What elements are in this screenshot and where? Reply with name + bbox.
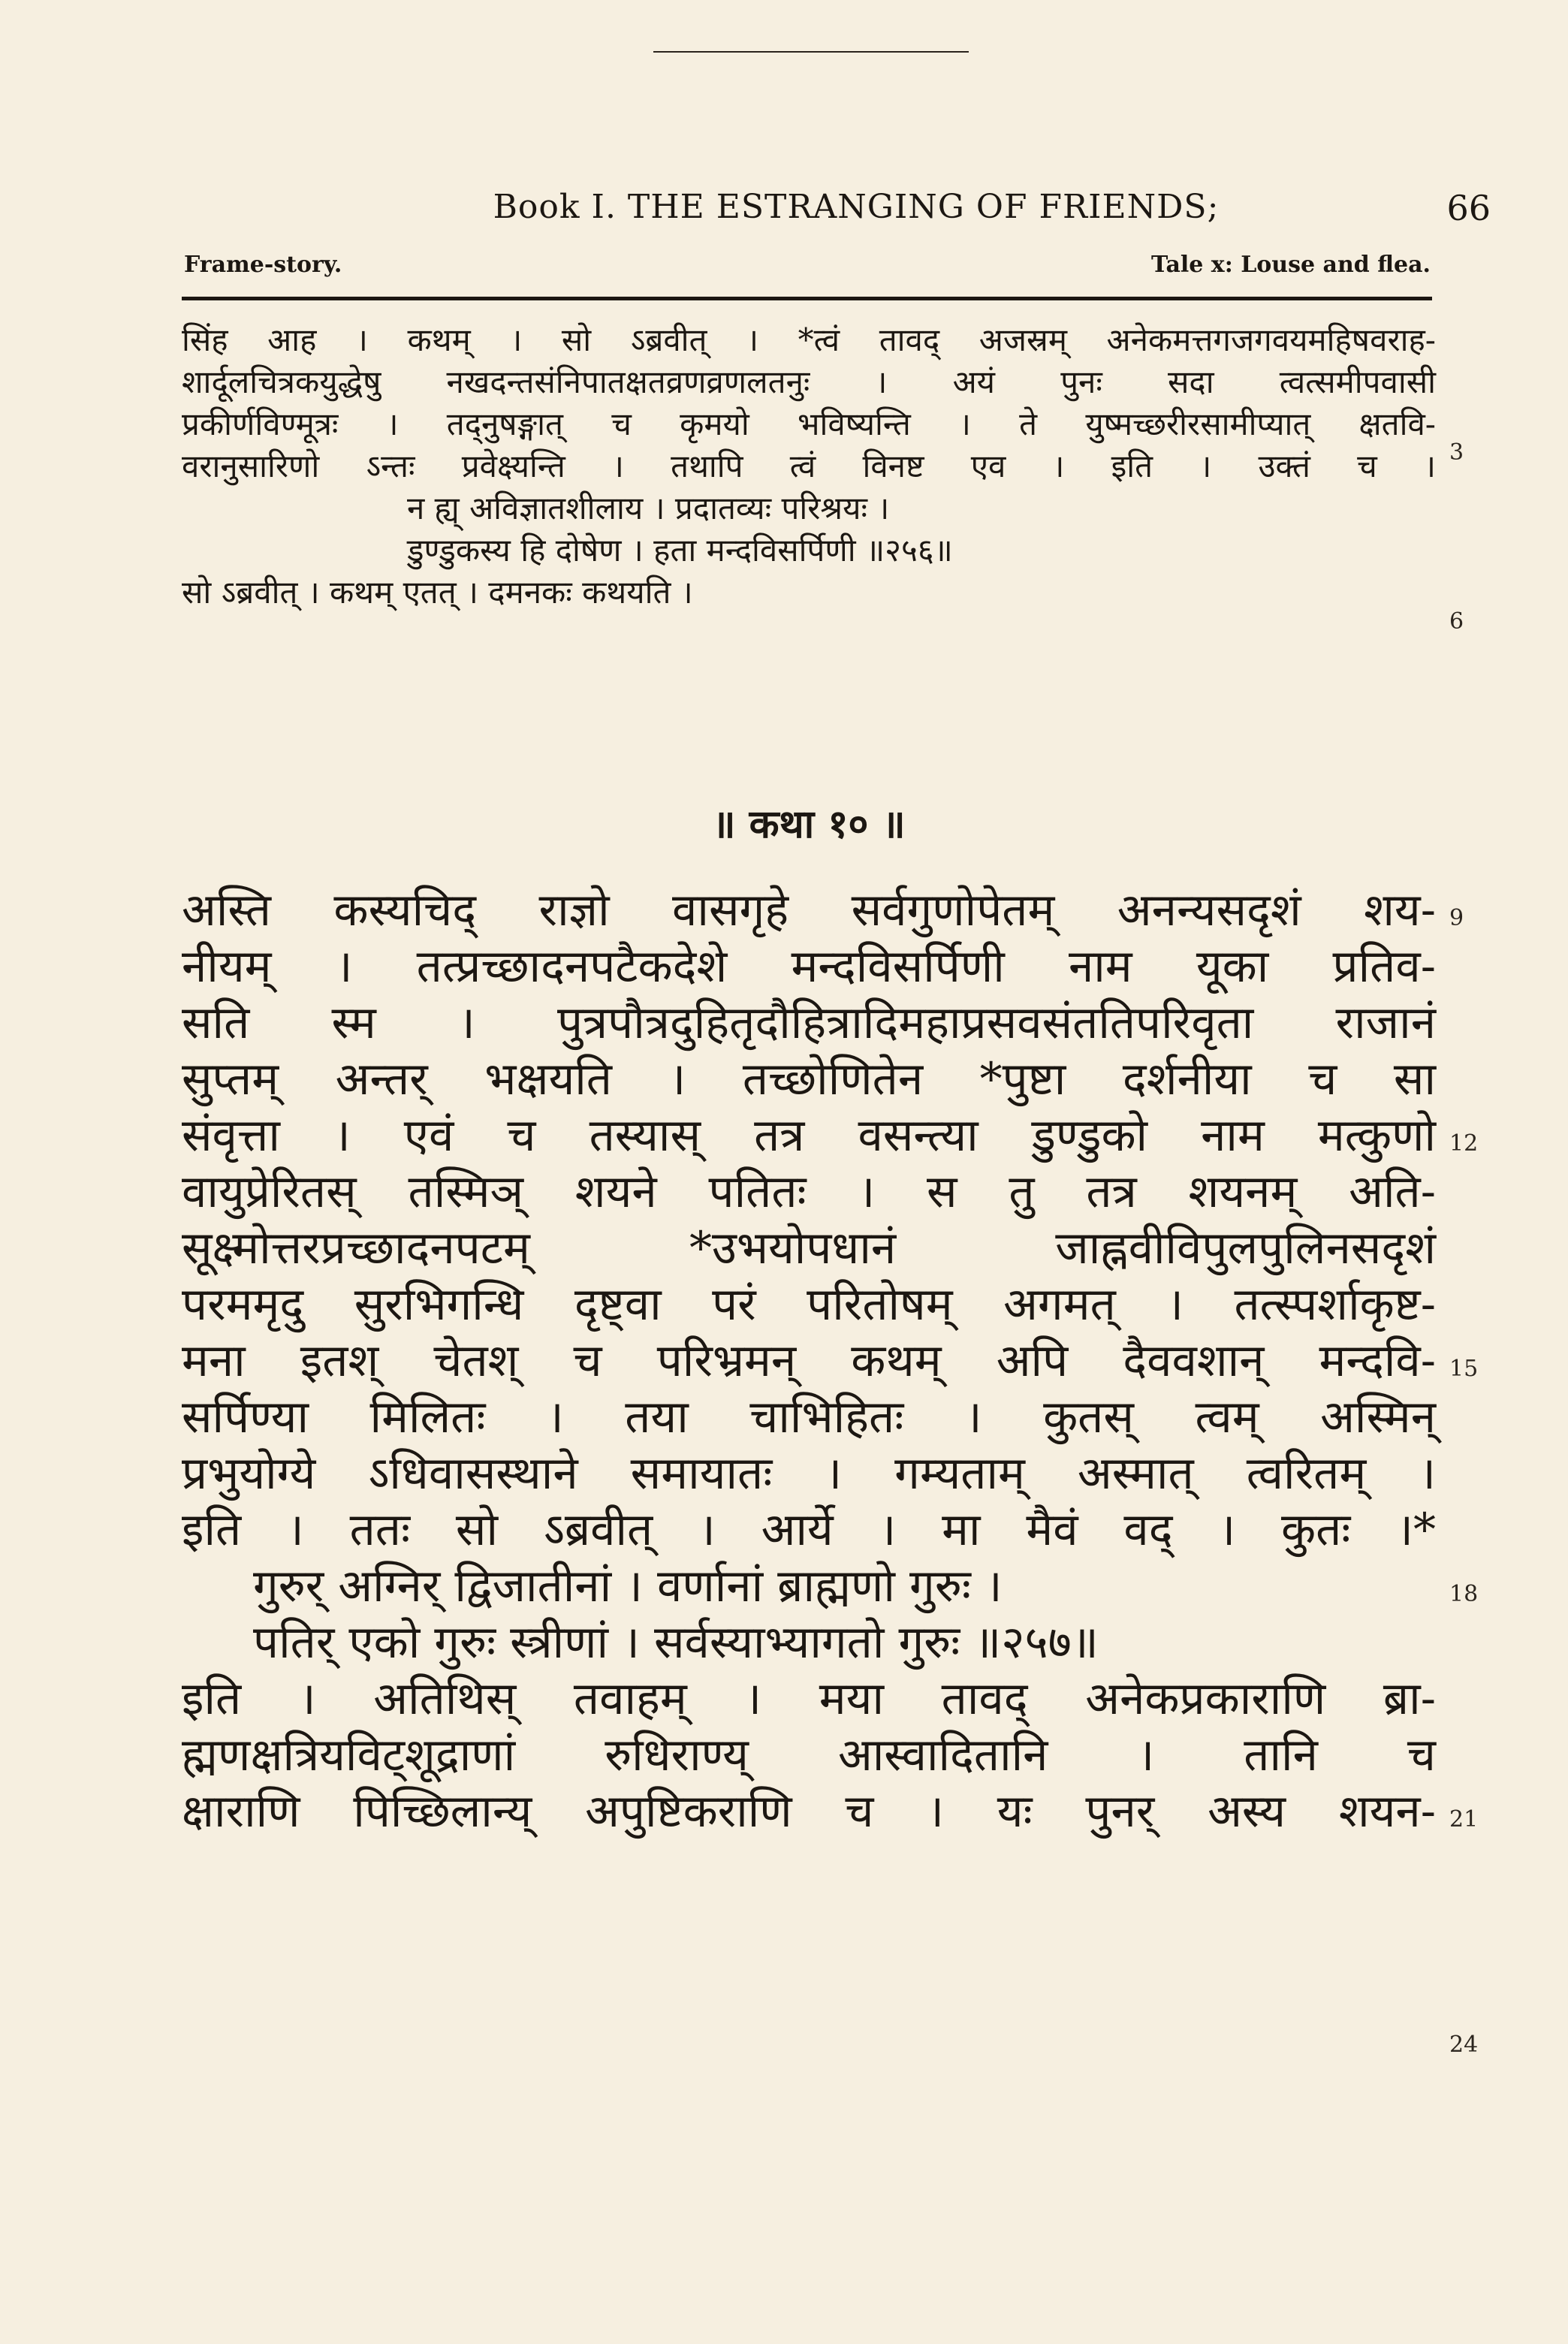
text-line: अस्ति कस्यचिद् राज्ञो वासगृहे सर्वगुणोपेतम् अनन्यसदृशं शय- (182, 884, 1436, 937)
text-line: सिंह आह । कथम् । सो ऽब्रवीत् । *त्वं तावद् अजस्रम् अनेकमत्तगजगवयमहिषवराह- (182, 321, 1436, 358)
story-text (182, 882, 1436, 1840)
text-line: क्षाराणि पिच्छिलान्य् अपुष्टिकराणि च । यः पुनर् अस्य शयन- (182, 1785, 1436, 1838)
text-line: नीयम् । तत्प्रच्छादनपटैकदेशे मन्दविसर्पिणी नाम यूका प्रतिव- (182, 940, 1436, 993)
text-line: मना इतश् चेतश् च परिभ्रमन् कथम् अपि दैववशान् मन्दवि- (182, 1335, 1436, 1387)
story-heading: ॥ कथा १० ॥ (712, 801, 906, 847)
frame-story-text (182, 319, 1436, 614)
text-line: इति । अतिथिस् तवाहम् । मया तावद् अनेकप्रकाराणि ब्रा- (182, 1673, 1436, 1725)
line-number: 21 (1449, 1806, 1479, 1833)
line-number: 24 (1449, 2032, 1479, 2058)
header-rule (182, 297, 1432, 300)
text-line: ह्मणक्षत्रियविट्शूद्राणां रुधिराण्य् आस्वादितानि । तानि च (182, 1729, 1436, 1781)
running-head (180, 188, 1502, 240)
text-line: प्रभुयोग्ये ऽधिवासस्थाने समायातः । गम्यताम् अस्मात् त्वरितम् । (182, 1447, 1436, 1500)
line-number: 18 (1449, 1581, 1479, 1607)
text-line: सो ऽब्रवीत् । कथम् एतत् । दमनकः कथयति । (182, 574, 693, 611)
title-underline (653, 51, 969, 53)
page-number: 66 (1446, 188, 1491, 228)
verse-line: पतिर् एको गुरुः स्त्रीणां । सर्वस्याभ्यागतो गुरुः ॥२५७॥ (253, 1616, 1099, 1669)
line-number: 6 (1449, 608, 1464, 635)
verse-line: न ह्य् अविज्ञातशीलाय । प्रदातव्यः परिश्रयः । (407, 490, 890, 526)
book-title: Book I. THE ESTRANGING OF FRIENDS; (493, 188, 1220, 226)
line-number: 12 (1449, 1130, 1479, 1157)
text-line: संवृत्ता । एवं च तस्यास् तत्र वसन्त्या डुण्डुको नाम मत्कुणो (182, 1109, 1436, 1162)
frame-story-label: Frame-story. (184, 252, 342, 278)
verse-line: गुरुर् अग्निर् द्विजातीनां । वर्णानां ब्राह्मणो गुरुः । (253, 1560, 1003, 1612)
line-number: 15 (1449, 1356, 1479, 1382)
line-number: 3 (1449, 439, 1464, 466)
text-line: वरानुसारिणो ऽन्तः प्रवेक्ष्यन्ति । तथापि त्वं विनष्ट एव । इति । उक्तं च । (182, 448, 1436, 484)
text-line: प्रकीर्णविण्मूत्रः । तद्नुषङ्गात् च कृमयो भविष्यन्ति । ते युष्मच्छरीरसामीप्यात् क्षतवि- (182, 406, 1436, 442)
text-line: इति । ततः सो ऽब्रवीत् । आर्ये । मा मैवं वद् । कुतः ।* (182, 1504, 1436, 1556)
text-line: शार्दूलचित्रकयुद्धेषु नखदन्तसंनिपातक्षतव्रणव्रणलतनुः । अयं पुनः सदा त्वत्समीपवासी (182, 364, 1436, 400)
subheader (184, 252, 1431, 282)
text-line: वायुप्रेरितस् तस्मिञ् शयने पतितः । स तु तत्र शयनम् अति- (182, 1166, 1436, 1218)
text-line: सति स्म । पुत्रपौत्रदुहितृदौहित्रादिमहाप्रसवसंततिपरिवृता राजानं (182, 997, 1436, 1049)
line-number: 9 (1449, 905, 1464, 931)
verse-line: डुण्डुकस्य हि दोषेण । हता मन्दविसर्पिणी ॥२५६॥ (407, 532, 953, 569)
text-line: परममृदु सुरभिगन्धि दृष्ट्वा परं परितोषम् अगमत् । तत्स्पर्शाकृष्ट- (182, 1278, 1436, 1331)
text-line: सर्पिण्या मिलितः । तया चाभिहितः । कुतस् त्वम् अस्मिन् (182, 1391, 1436, 1444)
text-line: सूक्ष्मोत्तरप्रच्छादनपटम् *उभयोपधानं जाह्नवीविपुलपुलिनसदृशं (182, 1222, 1436, 1275)
tale-label: Tale x: Louse and flea. (1150, 252, 1431, 278)
text-line: सुप्तम् अन्तर् भक्षयति । तच्छोणितेन *पुष्टा दर्शनीया च सा (182, 1053, 1436, 1106)
